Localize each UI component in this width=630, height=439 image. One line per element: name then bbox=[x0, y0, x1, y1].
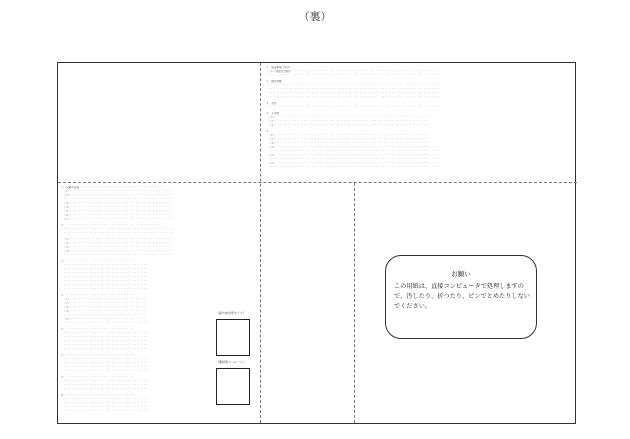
photo-size-label: （縦方向外形サイズ） bbox=[216, 311, 246, 315]
page-title: （裏） bbox=[298, 10, 332, 23]
photo-size-sample-box bbox=[216, 319, 250, 356]
computer-processing-notice bbox=[385, 255, 537, 339]
notice-body: この用紙は、直接コンピュータで処理しますので、汚したり、折つたり、ピンでとめたりしないでください。 bbox=[394, 283, 530, 310]
form-frame: １ 留意事項（続き） （１）特記なき限り ・・・ ・・・ ・・・ ・・・ ・・・ ・・・ ・・・ ・・・ ・・・ ・・・ ・・・ ・・・ ・・・ ・・・ ・・・ ・・・ ・・・ ・・・ ・・・ ・・・ ・・・ ・・・ ・・・ ・・・ ・・・ ・・・ ・・・ ・・・ ・・・ ・・・ ・・・ ・・・ ・・・ ・・・ ・・・ ・・・ ・・・ ２ 提出書類 ・・・ ・・・ ・・・ ・・・ ・・・ ・・・ ・・・ ・・・ ・・・ ・・・ ・・・ ・・・ ・・・ ・・・ ・・・ ・・・ ・・・ ・・・ ・・・ ・・・ ・・・ ・・・ ・・・ ・・・ ・・・ ・・・ ・・・ ・・・ ・・・ ・・・ ・・・ ・・・ ・・・ ・・・ ・・・ ・・・ ・・・ ・・・ ・・・ ・・・ ・・・ ・・・ ・・・ ・・・ ・・・ ・・・ ・・・ ・・・ ・・・ ・・・ ・・・ ・・・ ・・・ ・・・ ・・・ ・・・ ・・・ ・・・ ・・・ ・・・ ・・・ ・・・ ・・・ ・・・ ・・・ ・・・ ・・・ ・・・ ・・・ ・・・ ・・・ ・・・ ・・・ ・・・ ・・・ ・・・ ・・・ ・・・ ・・・ ・・・ ３ 手続 ・・・ ・・・ ・・・ ・・・ ・・・ ・・・ ・・・ ・・・ ・・・ ・・・ ・・・ ・・・ ・・・ ・・・ ・・・ ・・・ ・・・ ・・・ ・・・ ・・・ ４ その他 （１）・・・ ・・・ ・・・ ・・・ ・・・ ・・・ ・・・ ・・・ ・・・ ・・・ ・・・ ・・・ ・・・ ・・・ ・・・ ・・・ ・・・ ・・・ （２）・・・ ・・・ ・・・ ・・・ ・・・ ・・・ ・・・ ・・・ ・・・ ・・・ ・・・ ・・・ ・・・ ・・・ ・・・ ・・・ ・・・ ・・・ （３）・・・ ・・・ ・・・ ・・・ ・・・ ・・・ ・・・ ・・・ ・・・ ・・・ ・・・ ・・・ ・・・ ・・・ ・・・ ・・・ ・・・ ・・・ ５ （１）・・・ ・・・ ・・・ ・・・ ・・・ ・・・ ・・・ ・・・ ・・・ ・・・ ・・・ ・・・ ・・・ ・・・ ・・・ ・・・ ・・・ ・・・ （２）・・・ ・・・ ・・・ ・・・ ・・・ ・・・ ・・・ ・・・ ・・・ ・・・ ・・・ ・・・ ・・・ ・・・ ・・・ ・・・ ・・・ ・・・ （３）・・・ ・・・ ・・・ ・・・ ・・・ ・・・ ・・・ ・・・ ・・・ ・・・ ・・・ ・・・ ・・・ ・・・ ・・・ ・・・ ・・・ ・・・ （４）・・・ ・・・ ・・・ ・・・ ・・・ ・・・ ・・・ ・・・ ・・・ ・・・ ・・・ ・・・ ・・・ ・・・ ・・・ ・・・ ・・・ ・・・ ・・・ ・・・ ・・・ ・・・ ・・・ ・・・ ・・・ ・・・ ・・・ ・・・ ・・・ ・・・ ・・・ ・・・ ・・・ ・・・ ・・・ ・・・ ・・・ ・・・ （５）・・・ ・・・ ・・・ ・・・ ・・・ ・・・ ・・・ ・・・ ・・・ ・・・ ・・・ ・・・ ・・・ ・・・ ・・・ ・・・ ・・・ ・・・ ・・・ ・・・ ・・・ ・・・ ・・・ ・・・ ・・・ ・・・ ・・・ ・・・ ・・・ ・・・ ・・・ ・・・ ・・・ ・・・ ・・・ ・・・ ・・・ ・・・ （６）・・・ ・・・ ・・・ ・・・ ・・・ ・・・ ・・・ ・・・ ・・・ ・・・ ・・・ ・・・ ・・・ ・・・ ・・・ ・・・ ・・・ ・・・ ・・・ ・・・ ・・・ ・・・ ・・・ ・・・ ・・・ ・・・ ・・・ ・・・ ・・・ ・・・ ・・・ ・・・ ・・・ ・・・ ・・・ ・・・ ・・・ ・・・ １ 記載方法等 ・・・ ・・・ ・・・ ・・・ ・・・ ・・・ ・・・ ・・・ ・・・ ・・・ （１）・・・ ・・・ ・・・ ・・・ ・・・ ・・・ ・・・ ・・・ ・・・ ・・・ ・・・ ・・・ （２）・・・ ・・・ ・・・ ・・・ ・・・ ・・・ ・・・ ・・・ ・・・ ・・・ ・・・ ・・・ ・・・ ・・・ ・・・ ・・・ ・・・ ・・・ ・・・ ・・・ ・・・ ・・・ ・・・ ・・・ ・・・ （３）・・・ ・・・ ・・・ ・・・ ・・・ ・・・ ・・・ ・・・ ・・・ ・・・ ・・・ ・・・ （４）・・・ ・・・ ・・・ ・・・ ・・・ ・・・ ・・・ ・・・ ・・・ ・・・ ・・・ ・・・ （５）・・・ ・・・ ・・・ ・・・ ・・・ ・・・ ・・・ ・・・ ・・・ ・・・ ・・・ ・・・ （６）・・・ ・・・ ・・・ ・・・ ・・・ ・・・ ・・・ ・・・ ・・・ ・・・ ・・・ ・・・ （７）・・・ ・・・ ・・・ ・・・ ・・・ ・・・ ・・・ ・・・ ・・・ ・・・ ・・・ ・・・ ２ ・・・ ・・・ ・・・ ・・・ ・・・ ・・・ ・・・ ・・・ ・・・ ・・・ ・・・ ・・・ ・・・ ・・・ ・・・ ・・・ ・・・ ・・・ ・・・ ・・・ ・・・ ・・・ ・・・ ・・・ ・・・ ・・・ ・・・ ・・・ ・・・ ・・・ ・・・ ・・・ ・・・ ・・・ ・・・ ・・・ ・・・ （１）・・・ ・・・ ・・・ ・・・ ・・・ ・・・ ・・・ ・・・ ・・・ ・・・ ・・・ ・・・ （２）・・・ ・・・ ・・・ ・・・ ・・・ ・・・ ・・・ ・・・ ・・・ ・・・ ・・・ ・・・ （３）・・・ ・・・ ・・・ ・・・ ・・・ ・・・ ・・・ ・・・ ・・・ ・・・ ・・・ ・・・ （４）・・・ ・・・ ・・・ ・・・ ・・・ ・・・ ・・・ ・・・ ・・・ ・・・ ・・・ ・・・ ・・・ ・・・ ・・・ ・・・ ・・・ ・・・ ・・・ ・・・ ・・・ ・・・ ・・・ ・・・ ・・・ ３ ・・・ ・・・ ・・・ ・・・ ・・・ ・・・ ・・・ ・・・ ・・・ ・・・ ・・・ ・・・ ・・・ ・・・ ・・・ ・・・ ・・・ ・・・ ・・・ ・・・ ・・・ ・・・ ・・・ ・・・ ・・・ ・・・ ・・・ ・・・ ・・・ ・・・ ・・・ ・・・ ・・・ ・・・ ・・・ ・・・ ・・・ ・・・ ・・・ ・・・ ・・・ ・・・ ・・・ ・・・ ・・・ ・・・ ・・・ ・・・ ・・・ ・・・ ・・・ ・・・ ・・・ ・・・ ・・・ ・・・ ・・・ ・・・ ・・・ ・・・ ・・・ ・・・ ・・・ ・・・ ・・・ ・・・ ・・・ ・・・ ・・・ ・・・ ・・・ ・・・ ・・・ ・・・ ・・・ ・・・ ・・・ ・・・ ４ ・・・ ・・・ ・・・ ・・・ ・・・ ・・・ ・・・ ・・・ （１）・・・ ・・・ ・・・ ・・・ ・・・ ・・・ ・・・ ・・・ ・・・ （２）・・・ ・・・ ・・・ ・・・ ・・・ ・・・ ・・・ ・・・ ・・・ （３）・・・ ・・・ ・・・ ・・・ ・・・ ・・・ ・・・ ・・・ ・・・ （４）・・・ ・・・ ・・・ ・・・ ・・・ ・・・ ・・・ ・・・ ・・・ ・・・ ・・・ ・・・ ・・・ ・・・ ・・・ ・・・ ・・・ ・・・ ・・・ （５）・・・ ・・・ ・・・ ・・・ ・・・ ・・・ ・・・ ・・・ ・・・ ・・・ ・・・ ・・・ ・・・ ・・・ ・・・ ・・・ ・・・ ・・・ ・・・ ５ ・・・ ・・・ ・・・ ・・・ ・・・ ・・・ ・・・ ・・・ ・・・ ・・・ ・・・ ・・・ ・・・ ・・・ ・・・ ・・・ ・・・ ・・・ ・・・ ・・・ ・・・ ・・・ ・・・ ・・・ ・・・ ・・・ ・・・ ・・・ ・・・ ・・・ ・・・ ・・・ ・・・ ・・・ ・・・ ・・・ ・・・ ・・・ ・・・ ・・・ ・・・ ・・・ ・・・ ・・・ ・・・ ・・・ ・・・ ・・・ ・・・ ・・・ ・・・ ・・・ ・・・ ・・・ ・・・ ・・・ ・・・ ・・・ ６ ・・・ ・・・ ・・・ ・・・ ・・・ ・・・ ・・・ ・・・ ・・・ ・・・ ・・・ ・・・ ・・・ ・・・ ・・・ ・・・ ・・・ ・・・ ・・・ ・・・ ・・・ ・・・ ・・・ ・・・ ・・・ ・・・ ・・・ ・・・ ・・・ ・・・ ・・・ ・・・ ・・・ ・・・ ・・・ ・・・ ・・・ ・・・ ・・・ ・・・ ・・・ ・・・ ・・・ ・・・ ・・・ ・・・ ・・・ ・・・ ７ ・・・ ・・・ ・・・ ・・・ ・・・ ・・・ ・・・ ・・・ ・・・ ・・・ ・・・ ・・・ ・・・ ・・・ ・・・ ・・・ ・・・ ・・・ ・・・ ・・・ ・・・ ・・・ ・・・ ・・・ ・・・ ・・・ ・・・ ・・・ ・・・ ・・・ ・・・ ・・・ ・・・ ・・・ ・・・ ・・・ ・・・ ・・・ ８ ・・・ ・・・ ・・・ ・・・ ・・・ ・・・ ・・・ ・・・ ・・・ ・・・ ・・・ ・・・ ・・・ ・・・ ・・・ ・・・ ・・・ ・・・ ・・・ ・・・ ・・・ ・・・ ・・・ ・・・ ・・・ ・・・ ・・・ ・・・ ・・・ ・・・ ・・・ ・・・ ・・・ ・・・ ・・・ ・・・ ・・・ ・・・ ・・・ ・・・ ・・・ ・・・ ・・・ ・・・ ・・・ ・・・ ・・・ ・・・ （縦方向外形サイズ） （要紙等スール一ン） bbox=[57, 62, 576, 424]
notice-heading: お願い bbox=[451, 270, 471, 278]
column-divider-right bbox=[354, 183, 355, 423]
section-divider bbox=[58, 182, 577, 183]
column-divider-left bbox=[260, 63, 261, 423]
stamp-sample-label: （要紙等スール一ン） bbox=[216, 360, 246, 364]
stamp-sample-box bbox=[216, 368, 250, 405]
